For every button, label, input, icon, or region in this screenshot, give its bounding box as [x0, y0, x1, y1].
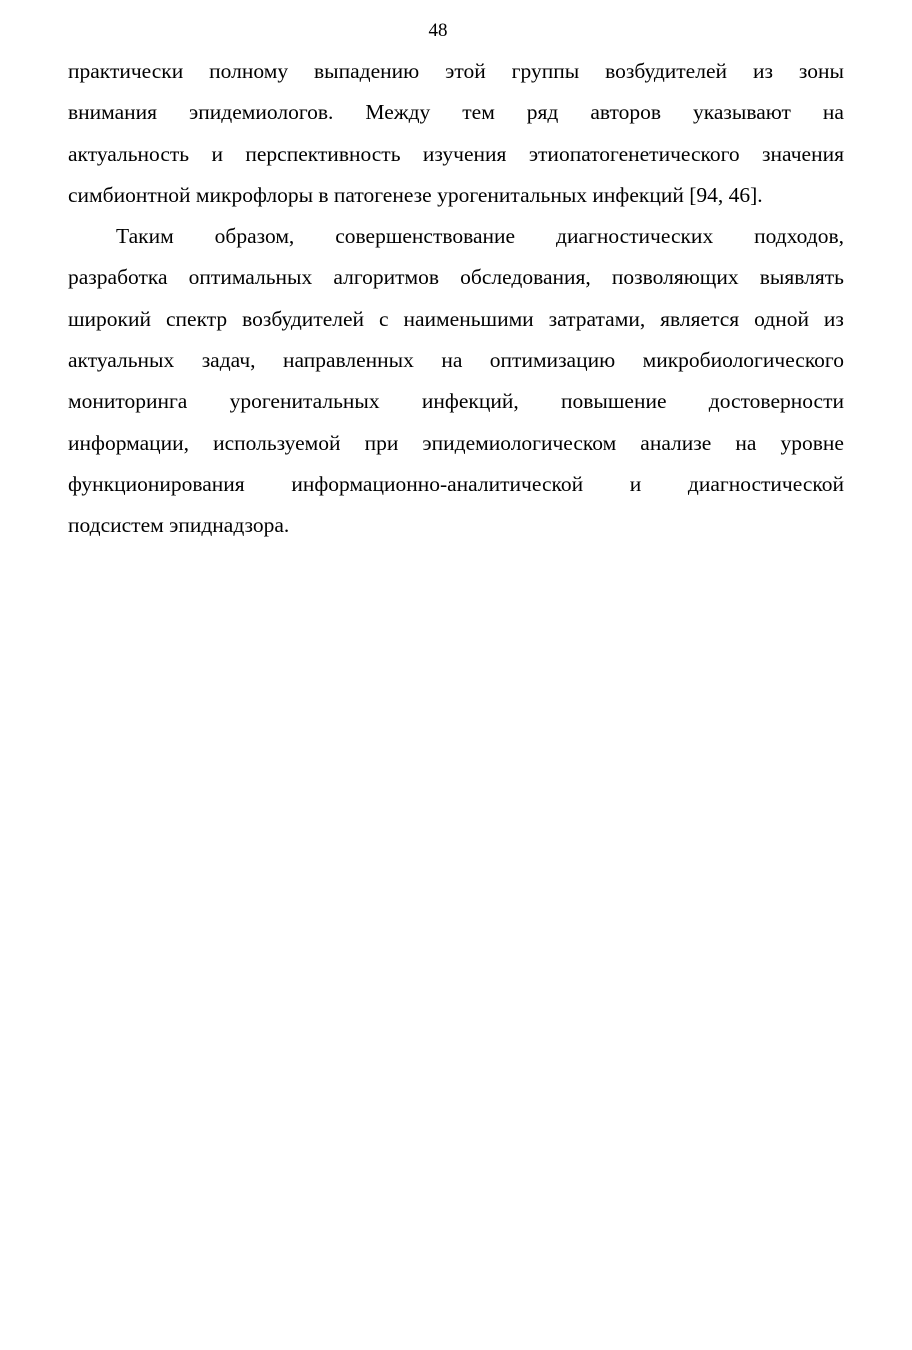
word: на — [822, 100, 844, 125]
word: из — [823, 306, 844, 331]
word: совершенствование — [335, 224, 516, 249]
body-text — [68, 51, 844, 547]
text-line — [68, 423, 844, 464]
word: на — [735, 430, 757, 455]
word: направленных — [282, 348, 414, 373]
word: урогенитальных — [229, 389, 380, 414]
text-line: симбионтной микрофлоры в патогенезе урогенитальных инфекций [94, 46]. — [68, 182, 763, 207]
word: используемой — [213, 430, 341, 455]
word: этой — [445, 59, 486, 83]
word: микробиологического — [642, 348, 844, 373]
text-line — [68, 134, 844, 175]
word: авторов — [590, 100, 661, 125]
word: широкий — [68, 306, 152, 331]
text-line — [68, 340, 844, 381]
word: на — [441, 348, 463, 373]
word: анализе — [640, 430, 712, 455]
word: выявлять — [759, 265, 844, 290]
word: внимания — [68, 100, 158, 125]
word: повышение — [561, 389, 667, 414]
word: мониторинга — [68, 389, 188, 414]
word: функционирования — [68, 471, 245, 496]
word: достоверности — [708, 389, 844, 414]
word: зоны — [798, 59, 844, 83]
text-line — [68, 51, 844, 92]
word: уровне — [780, 430, 844, 455]
text-line — [68, 381, 844, 422]
word: информации, — [68, 430, 190, 455]
word: оптимизацию — [489, 348, 616, 373]
word: практически — [68, 59, 184, 83]
text-line: подсистем эпиднадзора. — [68, 513, 290, 538]
word: эпидемиологов. — [189, 100, 334, 125]
word: эпидемиологическом — [422, 430, 617, 455]
word: одной — [754, 306, 809, 331]
word: затратами, — [548, 306, 646, 331]
word: и — [211, 141, 223, 166]
word: этиопатогенетического — [528, 141, 740, 166]
word: инфекций, — [421, 389, 519, 414]
word: алгоритмов — [333, 265, 440, 290]
word: Между — [365, 100, 431, 125]
word: наименьшими — [403, 306, 534, 331]
text-line — [68, 92, 844, 133]
text-line — [68, 464, 844, 505]
word: возбудителей — [242, 306, 365, 331]
paragraph — [68, 51, 844, 216]
word: спектр — [165, 306, 228, 331]
word: разработка — [68, 265, 168, 290]
text-line — [68, 299, 844, 340]
word: ряд — [526, 100, 559, 125]
word: выпадению — [314, 59, 420, 83]
word: актуальных — [68, 348, 175, 373]
word: значения — [762, 141, 844, 166]
word: и — [629, 471, 642, 496]
word: актуальность — [68, 141, 190, 166]
word: указывают — [692, 100, 791, 125]
word: информационно-аналитической — [291, 471, 584, 496]
word: при — [364, 430, 399, 455]
text-line — [68, 257, 844, 298]
paragraph — [68, 216, 844, 546]
word: диагностической — [687, 471, 844, 496]
word: из — [752, 59, 773, 83]
word: образом, — [214, 224, 295, 249]
word: тем — [462, 100, 495, 125]
word: изучения — [422, 141, 507, 166]
word: перспективность — [245, 141, 401, 166]
word: обследования, — [460, 265, 591, 290]
word: диагностических — [556, 224, 714, 249]
word: подходов, — [754, 224, 844, 249]
word: группы — [511, 59, 580, 83]
word: является — [660, 306, 740, 331]
word: с — [379, 306, 389, 331]
page-number: 48 — [428, 20, 448, 41]
text-line — [68, 216, 844, 257]
word: полному — [209, 59, 289, 83]
word: оптимальных — [188, 265, 313, 290]
word: возбудителей — [605, 59, 728, 83]
word: задач, — [201, 348, 256, 373]
word: позволяющих — [611, 265, 739, 290]
word: Таким — [116, 224, 174, 249]
